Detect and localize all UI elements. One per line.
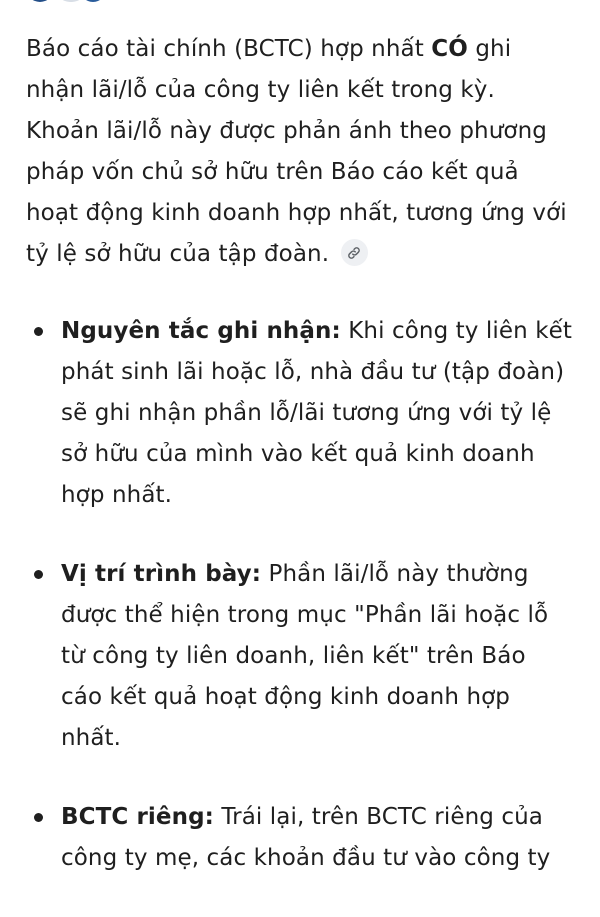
bullet-text: Phần lãi/lỗ này thường được thể hiện trong mục "Phần lãi hoặc lỗ từ công ty liên doanh, liên kết" trên Báo cáo kết quả hoạt động kinh doanh hợp nhất. [61,561,549,751]
bullet-title: Vị trí trình bày: [61,561,262,587]
bullet-title: Nguyên tắc ghi nhận: [61,318,341,344]
bullet-item-principle [26,311,574,516]
response-content [26,29,574,917]
bullet-marker [34,327,43,336]
intro-text-start: Báo cáo tài chính (BCTC) hợp nhất [26,36,432,62]
bullet-marker [34,570,43,579]
avatar-fragment-right [80,0,106,2]
bullet-text: Khi công ty liên kết phát sinh lãi hoặc lỗ, nhà đầu tư (tập đoàn) sẽ ghi nhận phần lỗ/lãi tương ứng với tỷ lệ sở hữu của mình vào kết quả kinh doanh hợp nhất. [61,318,573,508]
avatar-fragment-left [26,0,54,2]
bullet-list [26,311,574,879]
intro-emphasis: CÓ [431,36,468,62]
source-link-button[interactable] [341,239,368,266]
top-avatar-fragment [0,0,140,8]
bullet-marker [34,813,43,822]
intro-paragraph [26,29,574,275]
avatar-fragment-middle [56,0,86,2]
bullet-text: Trái lại, trên BCTC riêng của công ty mẹ, các khoản đầu tư vào công ty [61,804,551,871]
intro-text-end: ghi nhận lãi/lỗ của công ty liên kết trong kỳ. Khoản lãi/lỗ này được phản ánh theo phương pháp vốn chủ sở hữu trên Báo cáo kết quả hoạt động kinh doanh hợp nhất, tương ứng với tỷ lệ sở hữu của tập đoàn. [26,36,567,267]
bullet-item-separate-fs [26,797,574,879]
bullet-title: BCTC riêng: [61,804,214,830]
bullet-item-presentation [26,554,574,759]
link-icon [346,245,362,261]
